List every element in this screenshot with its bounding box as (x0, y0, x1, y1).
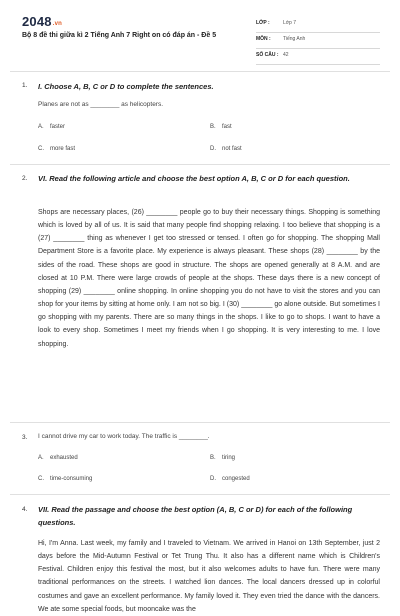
question-divider (10, 494, 390, 495)
option-c[interactable] (38, 146, 75, 152)
logo-text: 2048 (22, 14, 52, 29)
option-text: fast (222, 124, 232, 130)
option-a[interactable] (38, 124, 65, 130)
question-divider (10, 422, 390, 423)
question-number: 1. (22, 82, 28, 89)
option-letter: A. (38, 124, 44, 130)
option-c[interactable] (38, 476, 92, 482)
meta-value: 42 (283, 52, 289, 58)
option-letter: B. (210, 455, 216, 461)
document-meta (256, 17, 380, 65)
document-title: Bộ 8 đề thi giữa kì 2 Tiếng Anh 7 Right on có đáp án - Đề 5 (22, 32, 217, 39)
option-a[interactable] (38, 455, 78, 461)
meta-row-class (256, 17, 380, 33)
option-d[interactable] (210, 146, 242, 152)
passage-paragraph: Hi, I'm Anna. Last week, my family and I traveled to Vietnam. We arrived in Hanoi on 13th September, just 2 days before the Mid-Autumn Festival or Tet Trung Thu. It also has a different name which is Children's Festival. Children enjoy this festival the most, but it also welcomes adults to have fun. There were many traditional performances on the streets. I watched lion dances. The local dancers dressed up in colorful costumes and gave an excellent performance. My family loved it. They even tried the dance with the dancers. We ate some special foods, but mooncake was the (38, 540, 380, 613)
question-divider (10, 164, 390, 165)
question-title: I. Choose A, B, C or D to complete the sentences. (38, 82, 214, 91)
option-text: congested (222, 476, 250, 482)
option-text: tiring (222, 455, 236, 461)
option-text: exhausted (50, 455, 78, 461)
question-stem: Planes are not as ________ as helicopters. (38, 101, 164, 108)
meta-value: Tiếng Anh (283, 36, 306, 42)
option-letter: B. (210, 124, 216, 130)
option-letter: D. (210, 146, 216, 152)
meta-row-count (256, 49, 380, 65)
option-text: time-consuming (50, 476, 93, 482)
question-number: 3. (22, 434, 28, 441)
question-title: VII. Read the passage and choose the best option (A, B, C or D) for each of the following questions. (38, 505, 353, 527)
question-stem: I cannot drive my car to work today. The traffic is ________. (38, 433, 210, 440)
option-letter: C. (38, 476, 44, 482)
meta-key: SỐ CÂU : (256, 52, 279, 58)
option-letter: A. (38, 455, 44, 461)
option-b[interactable] (210, 455, 235, 461)
option-b[interactable] (210, 124, 232, 130)
passage-paragraph: Shops are necessary places, (26) ________ people go to buy their necessary things. Shopping is something which is loved by all of us. It is said that many people find shopping relaxing. I too believe that shopping is a (27) ________ thing as whenever I get too stressed or tensed. I often go for shopping. The shopping Mall Department Store is a favorite place. My experience is always pleasant. These shops (28) ________ by the sides of the road. These shops are good in structure. The shops are opened generally at 8 A.M. and are closed at 10 P.M. There were large crowds of people at the shops. These days there is a new concept of shopping (29) ________ online shopping. In online shopping you do not have to visit the stores and you can shop for your items by sitting at home only. I am not so big. I (30) ________ go alone outside. But sometimes I go shopping with my parents. There are so many things in the shops. I like to go to shops. I want to have a look to every shop. Sometimes I meet my friends when I go shopping. It is very interesting to me. I love shopping. (38, 209, 380, 348)
question-number: 4. (22, 506, 28, 513)
option-letter: D. (210, 476, 216, 482)
question-number: 2. (22, 175, 28, 182)
option-text: more fast (50, 146, 76, 152)
meta-value: Lớp 7 (283, 20, 297, 26)
meta-key: MÔN : (256, 36, 271, 42)
site-logo[interactable] (22, 14, 62, 29)
document-header (0, 0, 400, 64)
option-text: faster (50, 124, 66, 130)
option-d[interactable] (210, 476, 250, 482)
option-text: not fast (222, 146, 242, 152)
meta-row-subject (256, 33, 380, 49)
reading-passage (38, 537, 380, 616)
reading-passage (38, 206, 380, 351)
meta-key: LỚP : (256, 20, 270, 26)
option-letter: C. (38, 146, 44, 152)
logo-suffix: .vn (52, 21, 63, 27)
header-divider (10, 71, 390, 72)
question-title: VI. Read the following article and choose the best option A, B, C or D for each question. (38, 174, 350, 183)
